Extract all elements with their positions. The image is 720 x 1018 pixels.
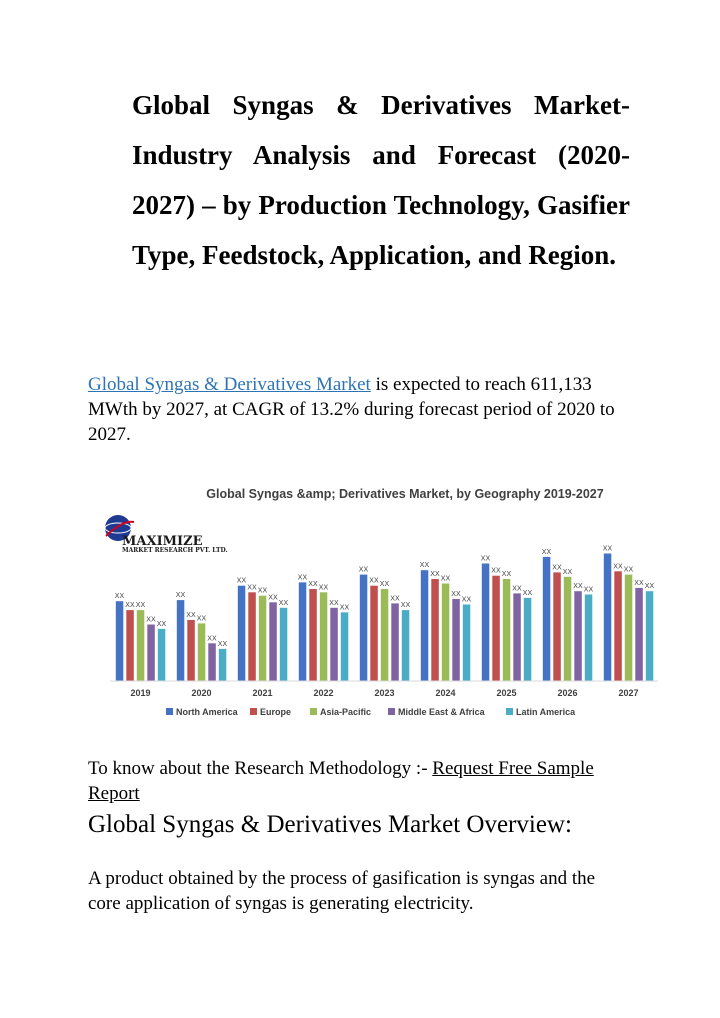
legend-swatch xyxy=(388,708,395,715)
data-label: XX xyxy=(634,579,644,587)
intro-text: is expected to reach 611,133 MWth by 2027, at CAGR of 13.2% during forecast period of 2020 to 2027. xyxy=(88,374,615,445)
data-label: XX xyxy=(125,602,135,610)
data-label: XX xyxy=(419,562,430,570)
bar-2027-latin-america xyxy=(646,591,654,681)
data-label: XX xyxy=(156,620,167,628)
x-tick-label: 2019 xyxy=(130,688,151,698)
data-label: XX xyxy=(207,635,217,643)
overview-paragraph: A product obtained by the process of gasification is syngas and the core application of syngas is generating electricity. xyxy=(88,868,596,914)
data-label: XX xyxy=(501,571,512,578)
bar-2021-north-america xyxy=(238,586,246,681)
data-label: XX xyxy=(480,555,491,563)
data-label: XX xyxy=(491,567,501,575)
bar-2022-latin-america xyxy=(341,612,349,681)
data-label: XX xyxy=(114,593,125,601)
bar-2024-middle-east-africa xyxy=(452,599,460,681)
legend-swatch xyxy=(310,708,317,715)
x-tick-label: 2027 xyxy=(618,688,639,698)
data-label: XX xyxy=(461,596,472,604)
bar-2019-middle-east-africa xyxy=(147,625,155,682)
data-label: XX xyxy=(135,602,146,610)
data-label: XX xyxy=(541,548,552,556)
legend-label: Middle East & Africa xyxy=(398,707,485,717)
bar-2023-north-america xyxy=(360,575,368,681)
bar-2022-europe xyxy=(309,589,317,681)
bar-2026-north-america xyxy=(543,557,551,681)
x-tick-label: 2025 xyxy=(496,688,517,698)
legend-label: North America xyxy=(176,707,238,717)
bar-2023-latin-america xyxy=(402,610,410,681)
bar-2026-europe xyxy=(553,572,561,681)
bar-2025-north-america xyxy=(482,564,490,682)
data-label: XX xyxy=(451,591,461,598)
data-label: XX xyxy=(175,592,186,600)
bar-2021-asia-pacific xyxy=(259,596,267,681)
data-label: XX xyxy=(236,577,247,585)
market-link[interactable]: Global Syngas & Derivatives Market xyxy=(88,374,371,395)
data-label: XX xyxy=(247,584,257,592)
data-label: XX xyxy=(602,545,613,553)
bar-2022-asia-pacific xyxy=(320,592,328,681)
overview-heading: Global Syngas & Derivatives Market Overview: xyxy=(88,811,572,838)
data-label: XX xyxy=(379,581,390,588)
legend-swatch xyxy=(166,708,173,715)
bar-2025-asia-pacific xyxy=(503,579,511,681)
legend-label: Asia-Pacific xyxy=(320,707,372,717)
bar-2020-europe xyxy=(187,620,195,681)
bar-2021-europe xyxy=(248,592,256,681)
document-heading: Global Syngas & Derivatives Market- Industry Analysis and Forecast (2020-2027) – by Production Technology, Gasifier Type, Feedstock, Application, and Region. xyxy=(132,90,630,270)
bar-2027-asia-pacific xyxy=(625,575,633,681)
methodology-text: To know about the Research Methodology :- xyxy=(88,758,433,779)
data-label: XX xyxy=(257,587,268,595)
bar-2020-north-america xyxy=(177,600,185,681)
bar-2024-asia-pacific xyxy=(442,584,450,682)
x-tick-label: 2021 xyxy=(252,688,273,698)
data-label: XX xyxy=(196,615,207,623)
data-label: XX xyxy=(440,575,451,583)
data-label: XX xyxy=(297,574,308,582)
data-label: XX xyxy=(613,563,623,571)
bar-2020-latin-america xyxy=(219,649,227,681)
x-tick-label: 2020 xyxy=(191,688,212,698)
bar-2019-europe xyxy=(126,610,134,681)
data-label: XX xyxy=(329,599,339,607)
bar-2025-europe xyxy=(492,576,500,681)
data-label: XX xyxy=(268,594,278,602)
bar-2019-asia-pacific xyxy=(137,610,145,681)
data-label: XX xyxy=(308,581,318,588)
bar-2019-north-america xyxy=(116,601,124,681)
data-label: XX xyxy=(522,589,533,597)
data-label: XX xyxy=(583,586,594,594)
legend-label: Latin America xyxy=(516,707,576,717)
bar-2026-asia-pacific xyxy=(564,577,572,681)
x-tick-label: 2024 xyxy=(435,688,456,698)
legend-swatch xyxy=(506,708,513,715)
intro-paragraph xyxy=(88,372,628,447)
bar-2025-latin-america xyxy=(524,598,532,681)
bar-2023-middle-east-africa xyxy=(391,603,399,681)
bar-2022-north-america xyxy=(299,582,307,681)
data-label: XX xyxy=(644,583,655,591)
methodology-paragraph xyxy=(88,756,628,806)
bar-2024-latin-america xyxy=(463,605,471,682)
bar-2026-middle-east-africa xyxy=(574,591,582,681)
data-label: XX xyxy=(400,602,411,610)
logo xyxy=(105,515,228,554)
bar-2021-middle-east-africa xyxy=(269,602,277,681)
logo-tagline: MARKET RESEARCH PVT. LTD. xyxy=(122,547,228,554)
data-label: XX xyxy=(369,577,379,585)
data-label: XX xyxy=(573,583,583,591)
legend-label: Europe xyxy=(260,707,292,717)
data-label: XX xyxy=(623,566,634,574)
bar-2024-north-america xyxy=(421,570,429,681)
chart-title: Global Syngas &amp; Derivatives Market, by Geography 2019-2027 xyxy=(206,487,604,501)
bar-2022-middle-east-africa xyxy=(330,608,338,681)
data-label: XX xyxy=(186,612,196,619)
bar-2020-asia-pacific xyxy=(198,623,206,681)
x-tick-label: 2022 xyxy=(313,688,334,698)
x-tick-label: 2023 xyxy=(374,688,395,698)
bar-2027-middle-east-africa xyxy=(635,588,643,681)
bar-2023-europe xyxy=(370,586,378,681)
bar-2024-europe xyxy=(431,579,439,681)
x-tick-label: 2026 xyxy=(557,688,578,698)
data-label: XX xyxy=(318,584,329,592)
data-label: XX xyxy=(512,585,522,593)
data-label: XX xyxy=(562,568,573,576)
bar-2025-middle-east-africa xyxy=(513,593,521,681)
bar-2027-north-america xyxy=(604,554,612,682)
bar-2019-latin-america xyxy=(158,629,166,681)
bar-2026-latin-america xyxy=(585,595,593,682)
data-label: XX xyxy=(339,604,350,612)
bar-2027-europe xyxy=(614,571,622,681)
legend-swatch xyxy=(250,708,257,715)
data-label: XX xyxy=(390,595,400,603)
data-label: XX xyxy=(358,566,369,574)
data-label: XX xyxy=(278,599,289,607)
data-label: XX xyxy=(146,616,156,624)
data-label: XX xyxy=(552,564,562,572)
geography-chart xyxy=(88,470,668,740)
logo-name: MAXIMIZE xyxy=(122,534,203,549)
bar-2023-asia-pacific xyxy=(381,589,389,681)
bar-2020-middle-east-africa xyxy=(208,643,216,681)
bar-2021-latin-america xyxy=(280,608,288,681)
data-label: XX xyxy=(430,571,440,578)
data-label: XX xyxy=(217,640,228,648)
request-sample-link[interactable]: Request Free Sample Report xyxy=(88,758,594,804)
